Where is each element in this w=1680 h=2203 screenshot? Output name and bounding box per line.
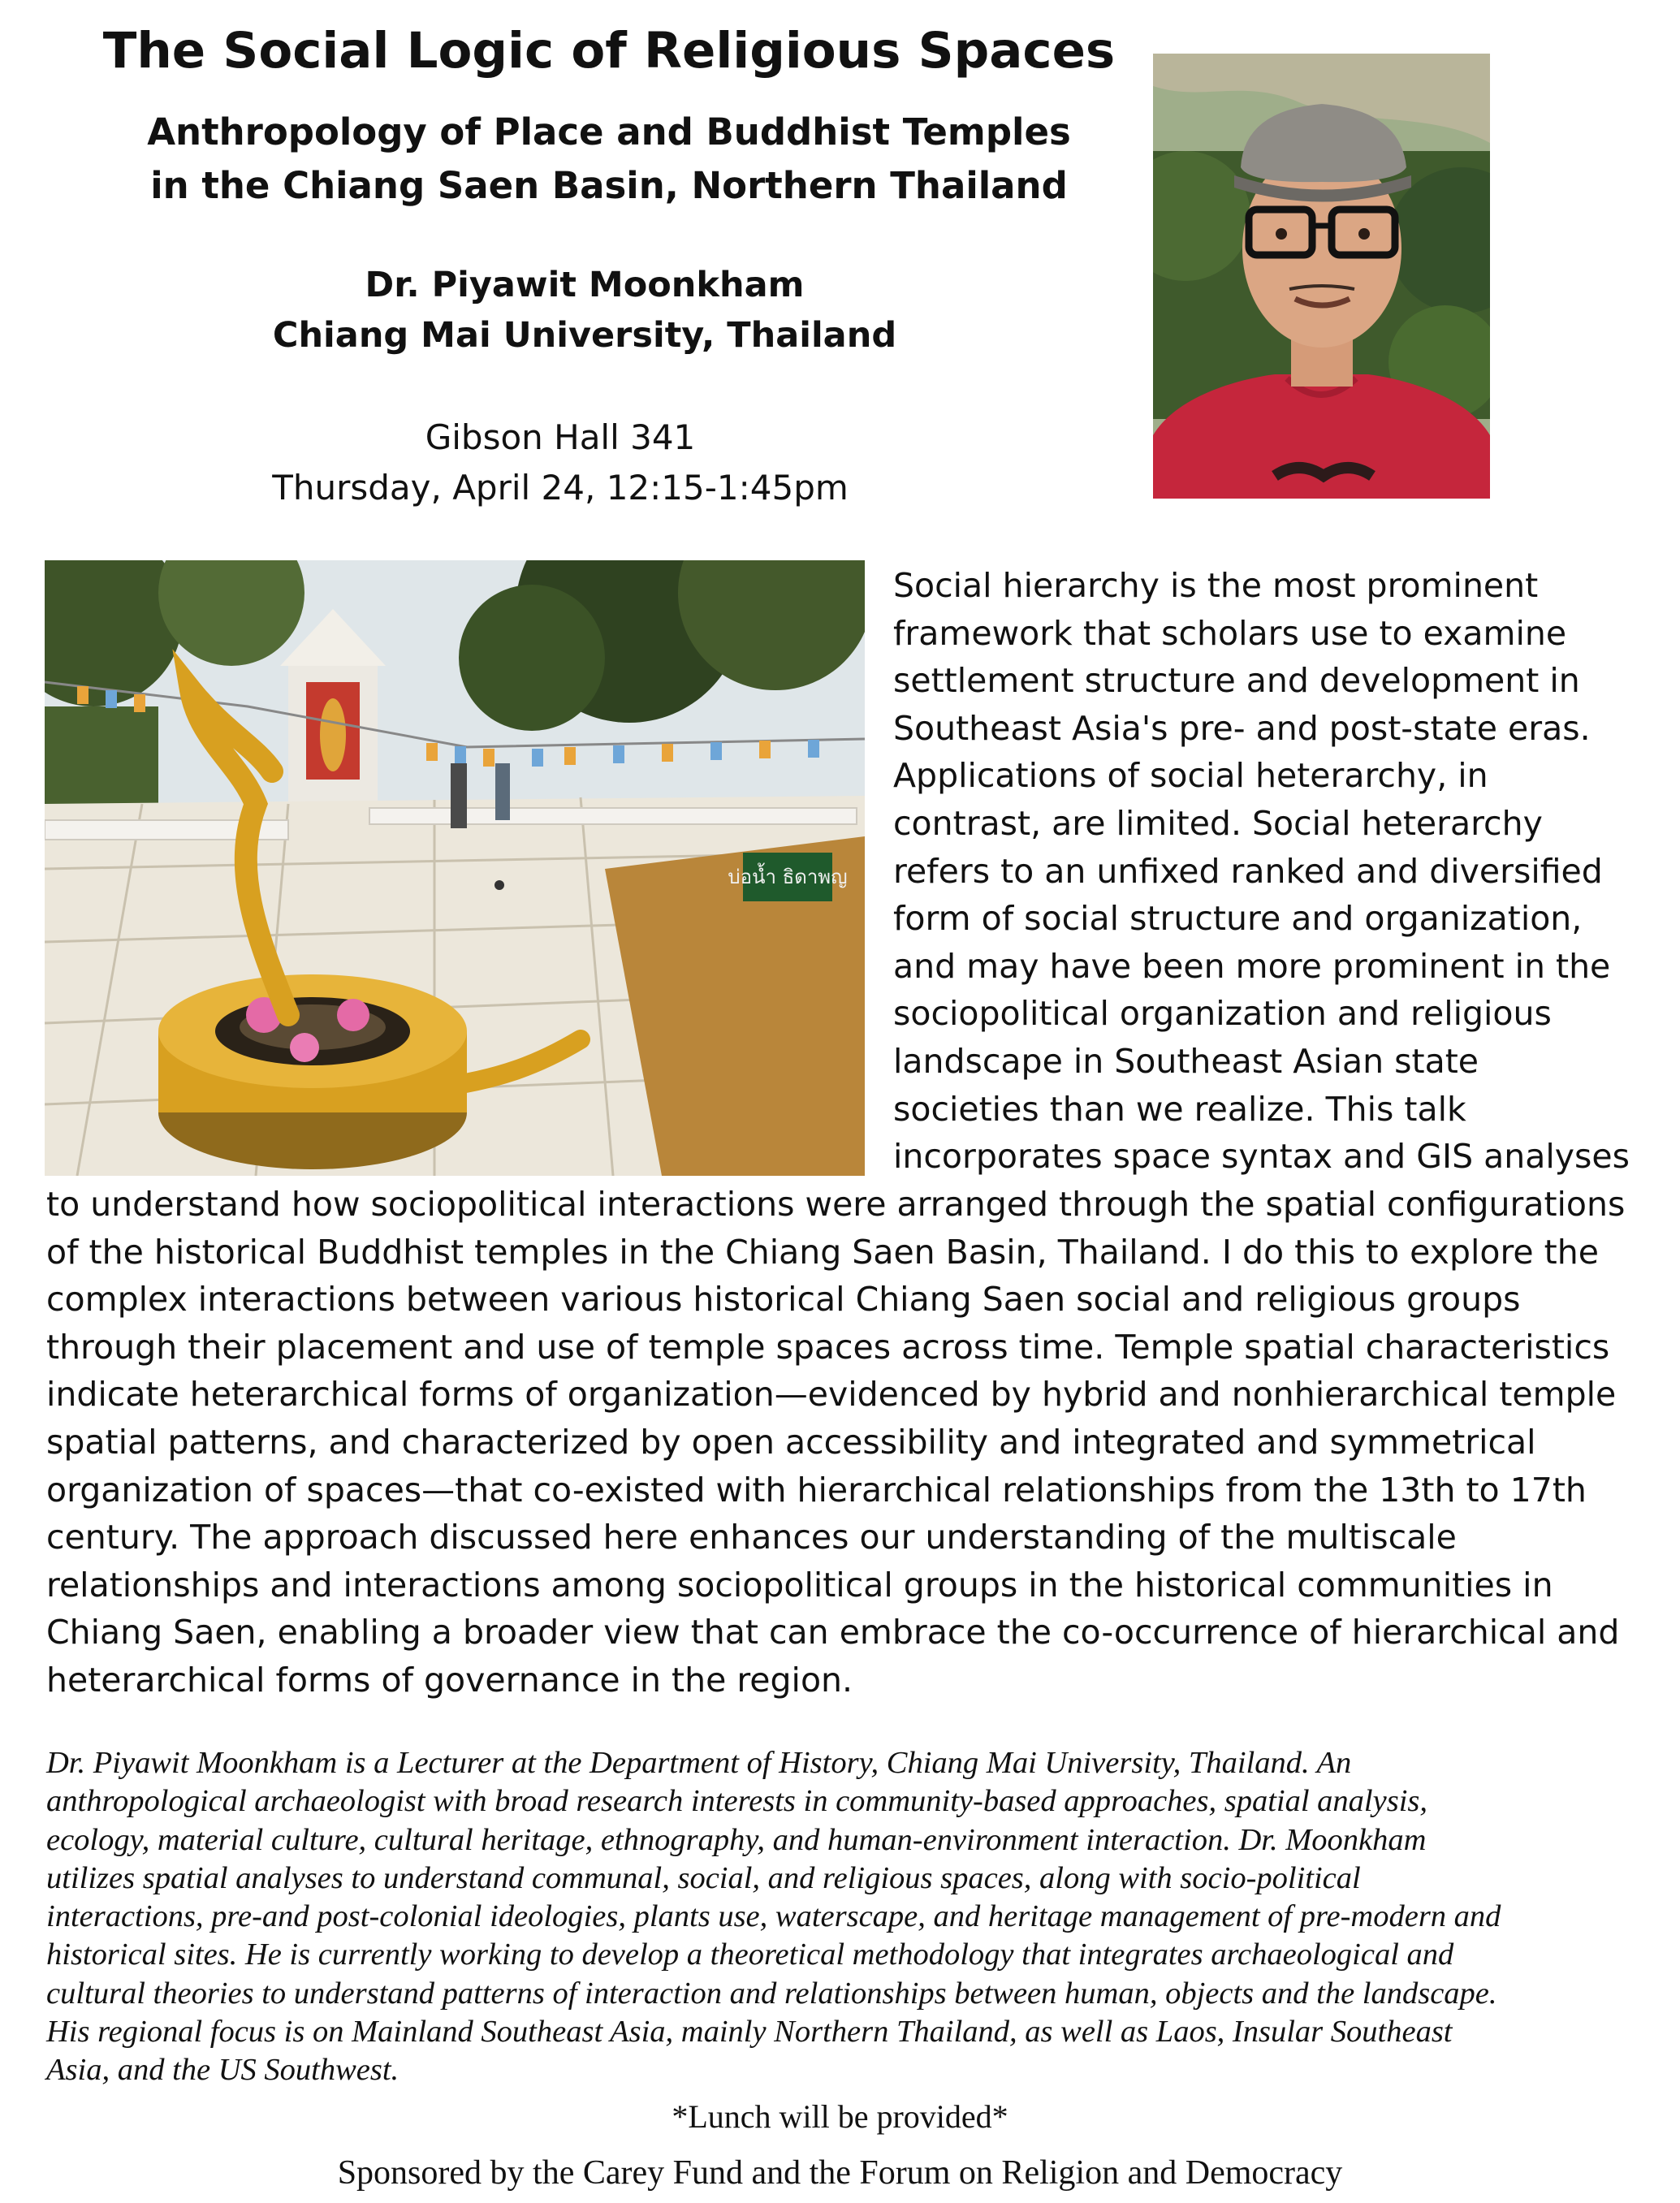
subtitle-line-1: Anthropology of Place and Buddhist Temples xyxy=(147,110,1071,153)
event-location: Gibson Hall 341 xyxy=(425,417,696,457)
speaker-bio: Dr. Piyawit Moonkham is a Lecturer at the Department of History, Chiang Mai University, Thailand. An anthropological archaeologist with broad research interests in community-based approaches, spatial analysis, ecology, material culture, cultural heritage, ethnography, and human-environment interaction. Dr. Moonkham utilizes spatial analyses to understand communal, social, and religious spaces, along with socio-political interactions, pre-and post-colonial ideologies, plants use, waterscape, and heritage management of pre-modern and historical sites. He is currently working to develop a theoretical methodology that integrates archaeological and cultural theories to understand patterns of interaction and relationships between human, objects and the landscape. His regional focus is on Mainland Southeast Asia, mainly Northern Thailand, as well as Laos, Insular Southeast Asia, and the US Southwest. xyxy=(46,1746,1501,2088)
speaker-portrait xyxy=(1153,54,1490,499)
abstract-wrapped-text: Social hierarchy is the most prominent framework that scholars use to examine settlement structure and development in Southeast Asia's pre- and post-state eras. Applications of social heterarchy, in contrast, are limited. Social heterarchy refers to an unfixed ranked and diversified form of social structure and organization, and may have been more prominent in the sociopolitical organization and religious landscape in Southeast Asian state societies than we realize. This talk incorporates space syntax and GIS analyses xyxy=(893,566,1630,1177)
speaker-affiliation: Chiang Mai University, Thailand xyxy=(272,315,897,356)
lunch-note: *Lunch will be provided* xyxy=(672,2098,1008,2135)
sponsor-line: Sponsored by the Carey Fund and the Forum on Religion and Democracy xyxy=(337,2154,1343,2192)
speaker-name: Dr. Piyawit Moonkham xyxy=(365,265,805,305)
subtitle-line-2: in the Chiang Saen Basin, Northern Thailand xyxy=(150,164,1068,207)
photo-sign-text: บ่อน้ำ ธิดาพญ xyxy=(728,866,848,888)
event-details xyxy=(49,413,1072,513)
event-subtitle xyxy=(49,106,1169,213)
abstract-full-width-text: to understand how sociopolitical interactions were arranged through the spatial configurations of the historical Buddhist temples in the Chiang Saen Basin, Thailand. I do this to explore the complex interactions between various historical Chiang Saen social and religious groups through their placement and use of temple spaces across time. Temple spatial characteristics indicate heterarchical forms of organization—evidenced by hybrid and nonhierarchical temple spatial patterns, and characterized by open accessibility and integrated and symmetrical organization of spaces—that co-existed with hierarchical relationships from the 13th to 17th century. The approach discussed here enhances our understanding of the multiscale relationships and interactions among sociopolitical groups in the historical communities in Chiang Saen, enabling a broader view that can embrace the co-occurrence of hierarchical and heterarchical forms of governance in the region. xyxy=(46,1185,1626,1700)
temple-photo xyxy=(45,560,865,1176)
event-datetime: Thursday, April 24, 12:15-1:45pm xyxy=(272,468,849,508)
event-title: The Social Logic of Religious Spaces xyxy=(102,22,1116,80)
speaker-block xyxy=(49,260,1121,361)
